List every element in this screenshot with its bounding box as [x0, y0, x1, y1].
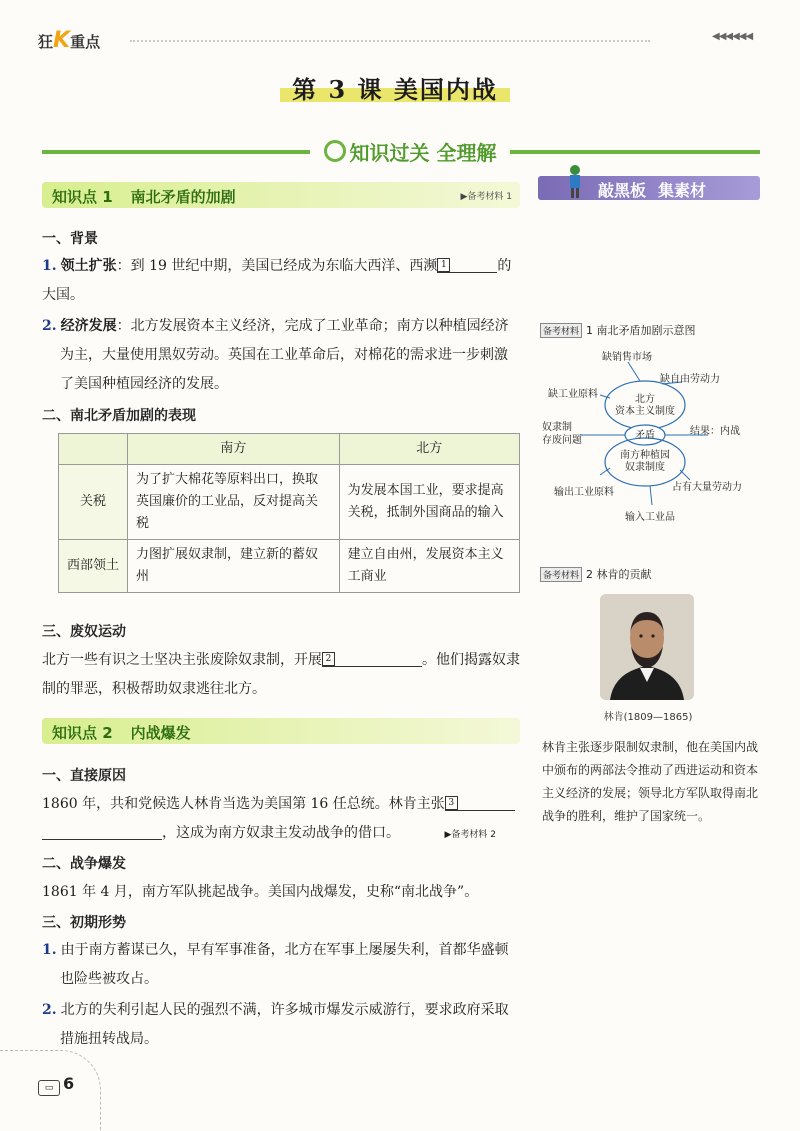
kp2-bar: 知识点 2 内战爆发 — [42, 718, 520, 744]
section-title: 知识过关 全理解 — [310, 137, 510, 165]
table-row: 关税 为了扩大棉花等原料出口，换取英国廉价的工业品，反对提高关税 为发展本国工业，要求提高关税，抵制外国商品的输入 — [59, 465, 520, 540]
mindmap-south-line1: 南方种植园 — [620, 450, 670, 461]
brand-logo: 狂K重点 — [38, 28, 101, 53]
page-number: ▭ 6 — [38, 1074, 74, 1096]
kp1-bar: 知识点 1 南北矛盾的加剧 ▶备考材料 1 — [42, 182, 520, 208]
kp2-war-heading: 二、战争爆发 — [42, 856, 126, 872]
lincoln-portrait — [600, 594, 694, 700]
swirl-icon — [324, 140, 346, 162]
blank-3-continued[interactable] — [42, 823, 162, 840]
conflict-mindmap — [540, 340, 762, 530]
lesson-title: 第 3 课 美国内战 — [270, 70, 520, 104]
kp2-cause-heading: 一、直接原因 — [42, 768, 126, 784]
mindmap-s-label-1: 输出工业原料 — [554, 487, 614, 498]
mindmap-conflict: 矛盾 — [635, 430, 655, 441]
mindmap-left-line1: 奴隶制 — [542, 422, 572, 433]
header-arrows-icon: ◀◀◀◀◀◀ — [712, 31, 753, 42]
mindmap-left-line2: 存废问题 — [542, 435, 582, 446]
mindmap-south-line2: 奴隶制度 — [625, 462, 665, 473]
kp2-initial-item-1: 1. 由于南方蓄谋已久，早有军事准备，北方在军事上屡屡失利，首都华盛顿也险些被攻占。 — [42, 942, 509, 987]
mindmap-n-label-1: 缺销售市场 — [602, 352, 652, 363]
section-rule-right — [510, 150, 760, 154]
kp1-item-2: 2. 经济发展：北方发展资本主义经济，完成了工业革命；南方以种植园经济为主，大量使用黑奴劳动。英国在工业革命后，对棉花的需求进一步刺激了美国种植园经济的发展。 — [42, 318, 509, 392]
kp2-ref[interactable]: ▶备考材料 2 — [444, 830, 496, 840]
mindmap-n-label-2: 缺自由劳动力 — [660, 374, 720, 385]
kp2-cause-text: 1860 年，共和党候选人林肯当选为美国第 16 任总统。林肯主张 3 ，这成为南方奴隶主发动战争的借口。 ▶备考材料 2 — [42, 790, 520, 850]
mindmap-n-label-3: 缺工业原料 — [548, 389, 598, 400]
kp1-ref[interactable]: ▶备考材料 1 — [460, 192, 512, 202]
blank-1[interactable]: 1 — [437, 256, 497, 273]
kp1-background-heading: 一、背景 — [42, 231, 98, 247]
sidebar-title-bar: 敲黑板 集素材 — [538, 176, 760, 200]
teacher-figure-icon — [564, 164, 586, 198]
kp1-abolition-text: 北方一些有识之士坚决主张废除奴隶制，开展 2 。他们揭露奴隶制的罪恶，积极帮助奴隶逃往北方。 — [42, 652, 520, 697]
blank-3[interactable]: 3 — [445, 794, 515, 811]
table-row: 西部领土 力图扩展奴隶制，建立新的蓄奴州 建立自由州，发展资本主义工商业 — [59, 540, 520, 593]
kp1-conflict-heading: 二、南北矛盾加剧的表现 — [42, 408, 196, 424]
comparison-table — [58, 433, 520, 593]
mindmap-result: 结果：内战 — [690, 426, 740, 437]
section-rule-left — [42, 150, 310, 154]
material-2-label: 备考材料 2 林肯的贡献 — [540, 566, 652, 582]
mindmap-s-label-3: 输入工业品 — [625, 512, 675, 523]
kp1-item-1: 1. 领土扩张：到 19 世纪中期，美国已经成为东临大西洋、西濒 1 的大国。 — [42, 258, 512, 303]
kp2-initial-heading: 三、初期形势 — [42, 915, 126, 931]
mindmap-north-line1: 北方 — [635, 394, 655, 405]
kp2-initial-item-2: 2. 北方的失利引起人民的强烈不满，许多城市爆发示威游行，要求政府采取措施扭转战局。 — [42, 1002, 509, 1047]
mindmap-s-label-2: 占有大量劳动力 — [672, 482, 742, 493]
table-header-row: 南方 北方 — [59, 434, 520, 465]
sidebar-lincoln-text: 林肯主张逐步限制奴隶制，他在美国内战中颁布的两部法令推动了西进运动和资本主义经济的发展；领导北方军队取得南北战争的胜利，维护了国家统一。 — [542, 740, 759, 823]
material-1-label: 备考材料 1 南北矛盾加剧示意图 — [540, 322, 696, 338]
blank-2[interactable]: 2 — [322, 650, 422, 667]
header-divider — [130, 40, 650, 42]
portrait-caption: 林肯(1809—1865) — [603, 712, 693, 723]
mindmap-north-line2: 资本主义制度 — [615, 406, 675, 417]
book-icon: ▭ — [38, 1080, 60, 1096]
kp2-war-text: 1861 年 4 月，南方军队挑起战争。美国内战爆发，史称“南北战争”。 — [42, 884, 479, 900]
kp1-abolition-heading: 三、废奴运动 — [42, 624, 126, 640]
